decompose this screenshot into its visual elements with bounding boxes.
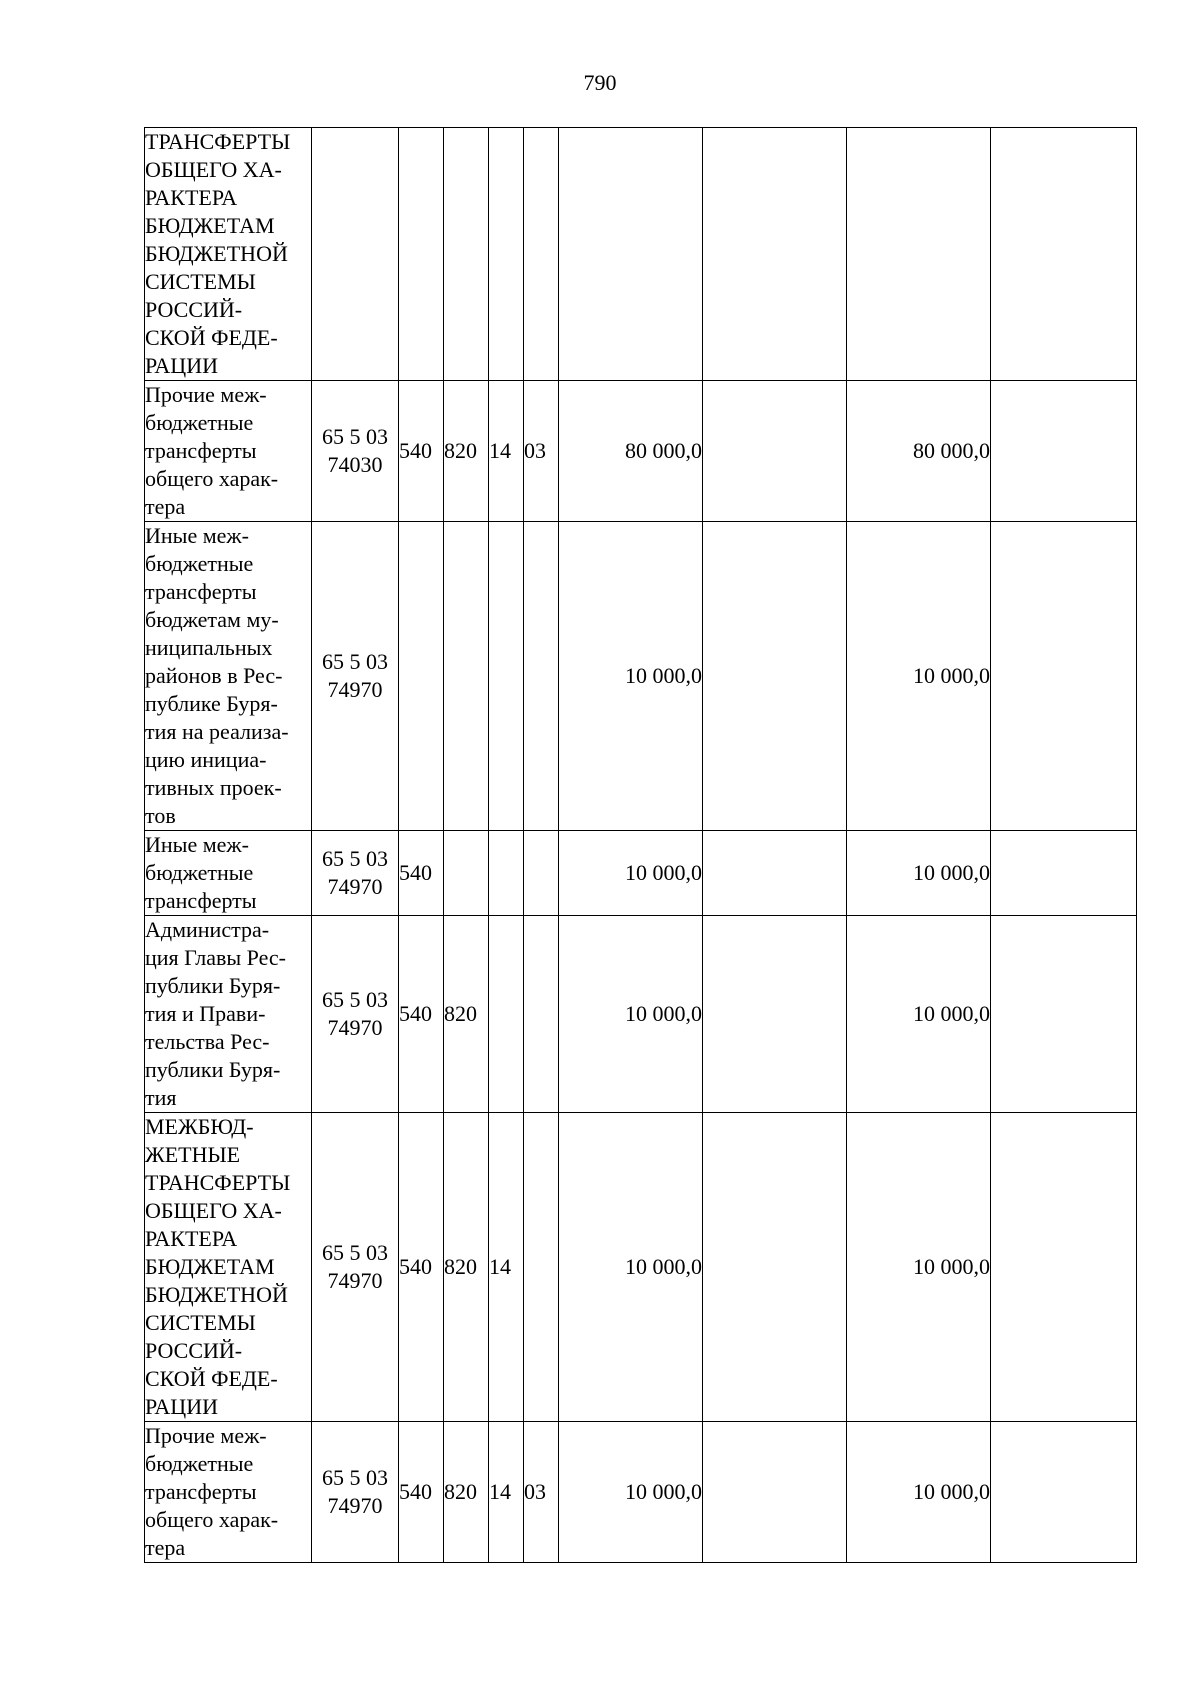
column-3-cell: [489, 916, 524, 1113]
column-3-cell: 14: [489, 381, 524, 522]
row-name-line: трансферты: [145, 579, 257, 604]
row-name-line: СКОЙ ФЕДЕ-: [145, 325, 278, 350]
amount-3-cell: 10 000,0: [847, 831, 991, 916]
row-name-line: общего харак-: [145, 466, 279, 491]
row-name-line: Иные меж-: [145, 832, 249, 857]
amount-3-cell: 10 000,0: [847, 1113, 991, 1422]
row-name-line: МЕЖБЮД-: [145, 1114, 254, 1139]
row-name-line: БЮДЖЕТНОЙ: [145, 241, 288, 266]
row-name-line: бюджетные: [145, 860, 254, 885]
column-1-cell: 540: [399, 916, 444, 1113]
code-cell: [312, 128, 399, 381]
column-2-cell: [444, 128, 489, 381]
code-line: 74970: [327, 1015, 383, 1040]
code-line: 65 5 03: [322, 649, 388, 674]
table-body: [145, 128, 1137, 1563]
column-3-cell: [489, 128, 524, 381]
row-name-cell: [145, 381, 312, 522]
row-name-line: РАЦИИ: [145, 353, 218, 378]
row-name-line: публики Буря-: [145, 973, 281, 998]
amount-2-cell: [703, 522, 847, 831]
amount-2-cell: [703, 1422, 847, 1563]
column-3-cell: [489, 831, 524, 916]
row-name-line: тера: [145, 1535, 186, 1560]
amount-4-cell: [991, 381, 1137, 522]
row-name-line: БЮДЖЕТНОЙ: [145, 1282, 288, 1307]
code-line: 65 5 03: [322, 987, 388, 1012]
amount-2-cell: [703, 381, 847, 522]
column-2-cell: [444, 522, 489, 831]
table-row: [145, 831, 1137, 916]
row-name-cell: [145, 1113, 312, 1422]
code-cell: [312, 1113, 399, 1422]
row-name-cell: [145, 916, 312, 1113]
amount-2-cell: [703, 831, 847, 916]
column-2-cell: 820: [444, 381, 489, 522]
amount-2-cell: [703, 916, 847, 1113]
row-name-line: БЮДЖЕТАМ: [145, 213, 275, 238]
row-name-line: тия на реализа-: [145, 719, 289, 744]
amount-1-cell: 10 000,0: [559, 1422, 703, 1563]
column-1-cell: [399, 128, 444, 381]
table-row: [145, 1422, 1137, 1563]
amount-1-cell: [559, 128, 703, 381]
row-name-cell: [145, 522, 312, 831]
amount-3-cell: 10 000,0: [847, 916, 991, 1113]
row-name-line: бюджетные: [145, 551, 254, 576]
row-name-line: РОССИЙ-: [145, 1338, 243, 1363]
code-line: 74970: [327, 677, 383, 702]
code-line: 74030: [327, 452, 383, 477]
row-name-cell: [145, 1422, 312, 1563]
row-name-line: Иные меж-: [145, 523, 249, 548]
row-name-cell: [145, 128, 312, 381]
row-name-line: тивных проек-: [145, 775, 282, 800]
amount-4-cell: [991, 1113, 1137, 1422]
code-cell: [312, 831, 399, 916]
row-name-line: РАКТЕРА: [145, 1226, 238, 1251]
amount-1-cell: 10 000,0: [559, 1113, 703, 1422]
column-1-cell: 540: [399, 1422, 444, 1563]
code-line: 65 5 03: [322, 1465, 388, 1490]
column-4-cell: [524, 522, 559, 831]
row-name-line: СКОЙ ФЕДЕ-: [145, 1366, 278, 1391]
column-2-cell: 820: [444, 1422, 489, 1563]
column-4-cell: 03: [524, 381, 559, 522]
amount-1-cell: 10 000,0: [559, 916, 703, 1113]
column-1-cell: 540: [399, 1113, 444, 1422]
row-name-cell: [145, 831, 312, 916]
row-name-line: тера: [145, 494, 186, 519]
row-name-line: Администра-: [145, 917, 270, 942]
code-line: 65 5 03: [322, 1240, 388, 1265]
row-name-line: тия и Прави-: [145, 1001, 266, 1026]
row-name-line: ОБЩЕГО ХА-: [145, 1198, 282, 1223]
code-cell: [312, 916, 399, 1113]
amount-4-cell: [991, 916, 1137, 1113]
column-4-cell: [524, 831, 559, 916]
row-name-line: ниципальных: [145, 635, 273, 660]
amount-2-cell: [703, 128, 847, 381]
row-name-line: бюджетные: [145, 410, 254, 435]
table-row: [145, 916, 1137, 1113]
amount-4-cell: [991, 1422, 1137, 1563]
code-cell: [312, 522, 399, 831]
amount-3-cell: 10 000,0: [847, 522, 991, 831]
row-name-line: БЮДЖЕТАМ: [145, 1254, 275, 1279]
page-number: 790: [583, 70, 617, 95]
row-name-line: бюджетные: [145, 1451, 254, 1476]
column-1-cell: 540: [399, 381, 444, 522]
row-name-line: РОССИЙ-: [145, 297, 243, 322]
amount-2-cell: [703, 1113, 847, 1422]
code-line: 74970: [327, 1493, 383, 1518]
column-3-cell: 14: [489, 1113, 524, 1422]
row-name-line: бюджетам му-: [145, 607, 279, 632]
code-line: 74970: [327, 874, 383, 899]
row-name-line: тия: [145, 1085, 177, 1110]
column-1-cell: [399, 522, 444, 831]
row-name-line: Прочие меж-: [145, 1423, 267, 1448]
row-name-line: СИСТЕМЫ: [145, 1310, 256, 1335]
table-row: [145, 522, 1137, 831]
column-4-cell: [524, 1113, 559, 1422]
amount-3-cell: 10 000,0: [847, 1422, 991, 1563]
row-name-line: публики Буря-: [145, 1057, 281, 1082]
code-line: 65 5 03: [322, 846, 388, 871]
column-1-cell: 540: [399, 831, 444, 916]
amount-4-cell: [991, 831, 1137, 916]
column-2-cell: 820: [444, 1113, 489, 1422]
row-name-line: трансферты: [145, 888, 257, 913]
row-name-line: трансферты: [145, 438, 257, 463]
code-cell: [312, 381, 399, 522]
row-name-line: цию инициа-: [145, 747, 267, 772]
row-name-line: тельства Рес-: [145, 1029, 270, 1054]
row-name-line: Прочие меж-: [145, 382, 267, 407]
row-name-line: ция Главы Рес-: [145, 945, 286, 970]
amount-1-cell: 10 000,0: [559, 522, 703, 831]
row-name-line: СИСТЕМЫ: [145, 269, 256, 294]
amount-4-cell: [991, 128, 1137, 381]
column-2-cell: 820: [444, 916, 489, 1113]
column-4-cell: [524, 916, 559, 1113]
code-cell: [312, 1422, 399, 1563]
row-name-line: ЖЕТНЫЕ: [145, 1142, 241, 1167]
table-row: [145, 381, 1137, 522]
column-4-cell: 03: [524, 1422, 559, 1563]
row-name-line: ТРАНСФЕРТЫ: [145, 129, 291, 154]
row-name-line: общего харак-: [145, 1507, 279, 1532]
row-name-line: районов в Рес-: [145, 663, 283, 688]
column-2-cell: [444, 831, 489, 916]
row-name-line: ОБЩЕГО ХА-: [145, 157, 282, 182]
row-name-line: публике Буря-: [145, 691, 278, 716]
budget-table: [144, 127, 1137, 1563]
amount-1-cell: 10 000,0: [559, 831, 703, 916]
column-3-cell: [489, 522, 524, 831]
row-name-line: тов: [145, 803, 176, 828]
amount-4-cell: [991, 522, 1137, 831]
row-name-line: ТРАНСФЕРТЫ: [145, 1170, 291, 1195]
amount-3-cell: 80 000,0: [847, 381, 991, 522]
amount-1-cell: 80 000,0: [559, 381, 703, 522]
table-row: [145, 128, 1137, 381]
column-4-cell: [524, 128, 559, 381]
code-line: 74970: [327, 1268, 383, 1293]
row-name-line: РАЦИИ: [145, 1394, 218, 1419]
code-line: 65 5 03: [322, 424, 388, 449]
row-name-line: РАКТЕРА: [145, 185, 238, 210]
column-3-cell: 14: [489, 1422, 524, 1563]
table-row: [145, 1113, 1137, 1422]
row-name-line: трансферты: [145, 1479, 257, 1504]
amount-3-cell: [847, 128, 991, 381]
